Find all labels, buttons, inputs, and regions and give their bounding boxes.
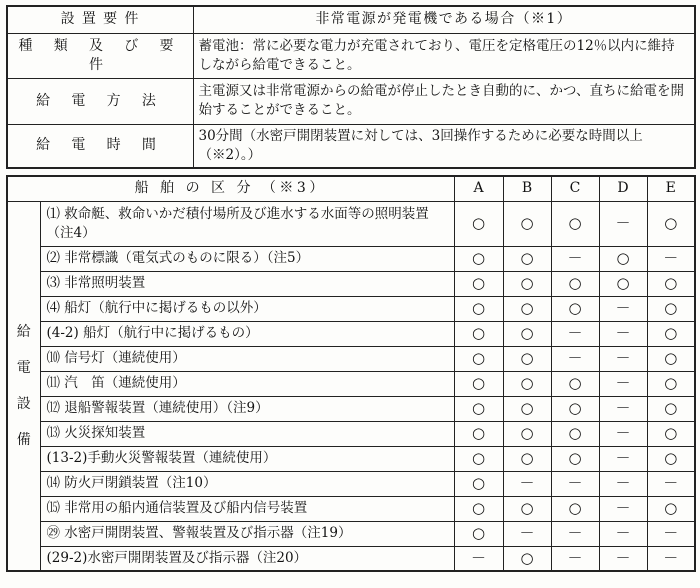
mark-cell-d: －: [599, 201, 647, 246]
mark-cell-b: ○: [503, 201, 551, 246]
mark-cell-e: ○: [647, 346, 695, 371]
mark-cell-b: ○: [503, 321, 551, 346]
mark-cell-d: －: [599, 321, 647, 346]
equipment-label: ⑿ 退船警報装置（連続使用）（注9）: [40, 396, 454, 421]
mark-cell-d: －: [599, 496, 647, 521]
mark-cell-d: －: [599, 546, 647, 571]
mark-cell-b: ○: [503, 346, 551, 371]
equipment-label: ⑴ 救命艇、救命いかだ積付場所及び進水する水面等の照明装置（注4）: [40, 201, 454, 246]
mark-cell-a: ○: [454, 521, 503, 546]
table-row: [7, 246, 695, 271]
mark-cell-a: －: [454, 546, 503, 571]
mark-cell-e: ○: [647, 421, 695, 446]
mark-cell-c: ○: [551, 371, 599, 396]
requirements-header-left: 設 置 要 件: [7, 6, 193, 33]
mark-cell-c: ○: [551, 201, 599, 246]
req-label-time: 給 電 時 間: [7, 124, 193, 168]
mark-cell-a: ○: [454, 271, 503, 296]
table-row: [7, 201, 695, 246]
table-row: [7, 521, 695, 546]
side-label-power-equipment: [7, 201, 40, 571]
requirements-table: [6, 5, 696, 169]
table-row: [7, 371, 695, 396]
equipment-label: ⑷ 船灯（航行中に掲げるもの以外）: [40, 296, 454, 321]
mark-cell-b: －: [503, 471, 551, 496]
equipment-label: ⑵ 非常標識（電気式のものに限る）（注5）: [40, 246, 454, 271]
mark-cell-c: －: [551, 321, 599, 346]
mark-cell-b: －: [503, 521, 551, 546]
req-text-method: 主電源又は非常電源からの給電が停止したとき自動的に、かつ、直ちに給電を開始することができること。: [193, 78, 695, 124]
req-text-type: 蓄電池：常に必要な電力が充電されており、電圧を定格電圧の12％以内に維持しながら給電できること。: [193, 33, 695, 78]
column-header-a: A: [454, 176, 503, 201]
mark-cell-a: ○: [454, 246, 503, 271]
table-row: [7, 496, 695, 521]
equipment-label: (4-2) 船灯（航行中に掲げるもの）: [40, 321, 454, 346]
mark-cell-e: ○: [647, 371, 695, 396]
mark-cell-b: ○: [503, 421, 551, 446]
column-header-d: D: [599, 176, 647, 201]
mark-cell-d: －: [599, 396, 647, 421]
mark-cell-b: ○: [503, 271, 551, 296]
mark-cell-c: －: [551, 471, 599, 496]
equipment-label: (13-2)手動火災警報装置（連続使用）: [40, 446, 454, 471]
table-row: [7, 421, 695, 446]
mark-cell-d: ○: [599, 246, 647, 271]
mark-cell-a: ○: [454, 296, 503, 321]
column-header-e: E: [647, 176, 695, 201]
mark-cell-a: ○: [454, 346, 503, 371]
mark-cell-e: －: [647, 471, 695, 496]
mark-cell-d: ○: [599, 271, 647, 296]
column-header-b: B: [503, 176, 551, 201]
mark-cell-c: －: [551, 546, 599, 571]
equipment-label: ⑶ 非常照明装置: [40, 271, 454, 296]
equipment-label: ⒂ 非常用の船内通信装置及び船内信号装置: [40, 496, 454, 521]
mark-cell-e: ○: [647, 396, 695, 421]
equipment-label: ㉙ 水密戸開閉装置、警報装置及び指示器（注19）: [40, 521, 454, 546]
mark-cell-e: －: [647, 521, 695, 546]
mark-cell-c: －: [551, 521, 599, 546]
table-row: [7, 346, 695, 371]
mark-cell-c: ○: [551, 396, 599, 421]
mark-cell-e: ○: [647, 201, 695, 246]
mark-cell-a: ○: [454, 321, 503, 346]
mark-cell-c: ○: [551, 446, 599, 471]
mark-cell-c: ○: [551, 296, 599, 321]
side-label-char: 電: [16, 359, 31, 376]
mark-cell-b: ○: [503, 446, 551, 471]
mark-cell-e: －: [647, 246, 695, 271]
req-text-time: 30分間（水密戸開閉装置に対しては、3回操作するために必要な時間以上（※2）。）: [193, 124, 695, 168]
table-row: [7, 321, 695, 346]
mark-cell-a: ○: [454, 201, 503, 246]
table-row: [7, 546, 695, 571]
mark-cell-a: ○: [454, 421, 503, 446]
mark-cell-b: ○: [503, 371, 551, 396]
mark-cell-c: ○: [551, 421, 599, 446]
mark-cell-e: －: [647, 546, 695, 571]
mark-cell-b: ○: [503, 246, 551, 271]
ship-classification-header: 船 舶 の 区 分 （※3）: [7, 176, 454, 201]
mark-cell-d: －: [599, 296, 647, 321]
mark-cell-c: ○: [551, 496, 599, 521]
mark-cell-c: －: [551, 346, 599, 371]
mark-cell-d: －: [599, 371, 647, 396]
mark-cell-d: －: [599, 421, 647, 446]
mark-cell-a: ○: [454, 496, 503, 521]
table-row: [7, 296, 695, 321]
mark-cell-e: ○: [647, 321, 695, 346]
req-label-method: 給 電 方 法: [7, 78, 193, 124]
mark-cell-b: ○: [503, 546, 551, 571]
mark-cell-e: ○: [647, 296, 695, 321]
table-row: [7, 396, 695, 421]
equipment-label: (29-2)水密戸開閉装置及び指示器（注20）: [40, 546, 454, 571]
column-header-c: C: [551, 176, 599, 201]
mark-cell-d: －: [599, 521, 647, 546]
side-label-char: 備: [16, 431, 31, 448]
mark-cell-b: ○: [503, 396, 551, 421]
mark-cell-a: ○: [454, 396, 503, 421]
mark-cell-a: ○: [454, 471, 503, 496]
equipment-label: ⒁ 防火戸閉鎖装置（注10）: [40, 471, 454, 496]
mark-cell-c: －: [551, 246, 599, 271]
mark-cell-a: ○: [454, 371, 503, 396]
side-label-char: 給: [16, 323, 31, 340]
req-label-type: 種 類 及 び 要 件: [7, 33, 193, 78]
mark-cell-e: ○: [647, 496, 695, 521]
requirements-header-right: 非常電源が発電機である場合（※1）: [193, 6, 695, 33]
mark-cell-b: ○: [503, 496, 551, 521]
mark-cell-d: －: [599, 471, 647, 496]
mark-cell-d: －: [599, 346, 647, 371]
mark-cell-b: ○: [503, 296, 551, 321]
equipment-table: [6, 175, 696, 572]
table-row: [7, 446, 695, 471]
mark-cell-e: ○: [647, 271, 695, 296]
mark-cell-c: ○: [551, 271, 599, 296]
table-row: [7, 471, 695, 496]
mark-cell-a: ○: [454, 446, 503, 471]
side-label-char: 設: [16, 395, 31, 412]
mark-cell-d: －: [599, 446, 647, 471]
table-row: [7, 271, 695, 296]
equipment-label: ⑾ 汽 笛（連続使用）: [40, 371, 454, 396]
equipment-label: ⑽ 信号灯（連続使用）: [40, 346, 454, 371]
equipment-label: ⒀ 火災探知装置: [40, 421, 454, 446]
mark-cell-e: ○: [647, 446, 695, 471]
